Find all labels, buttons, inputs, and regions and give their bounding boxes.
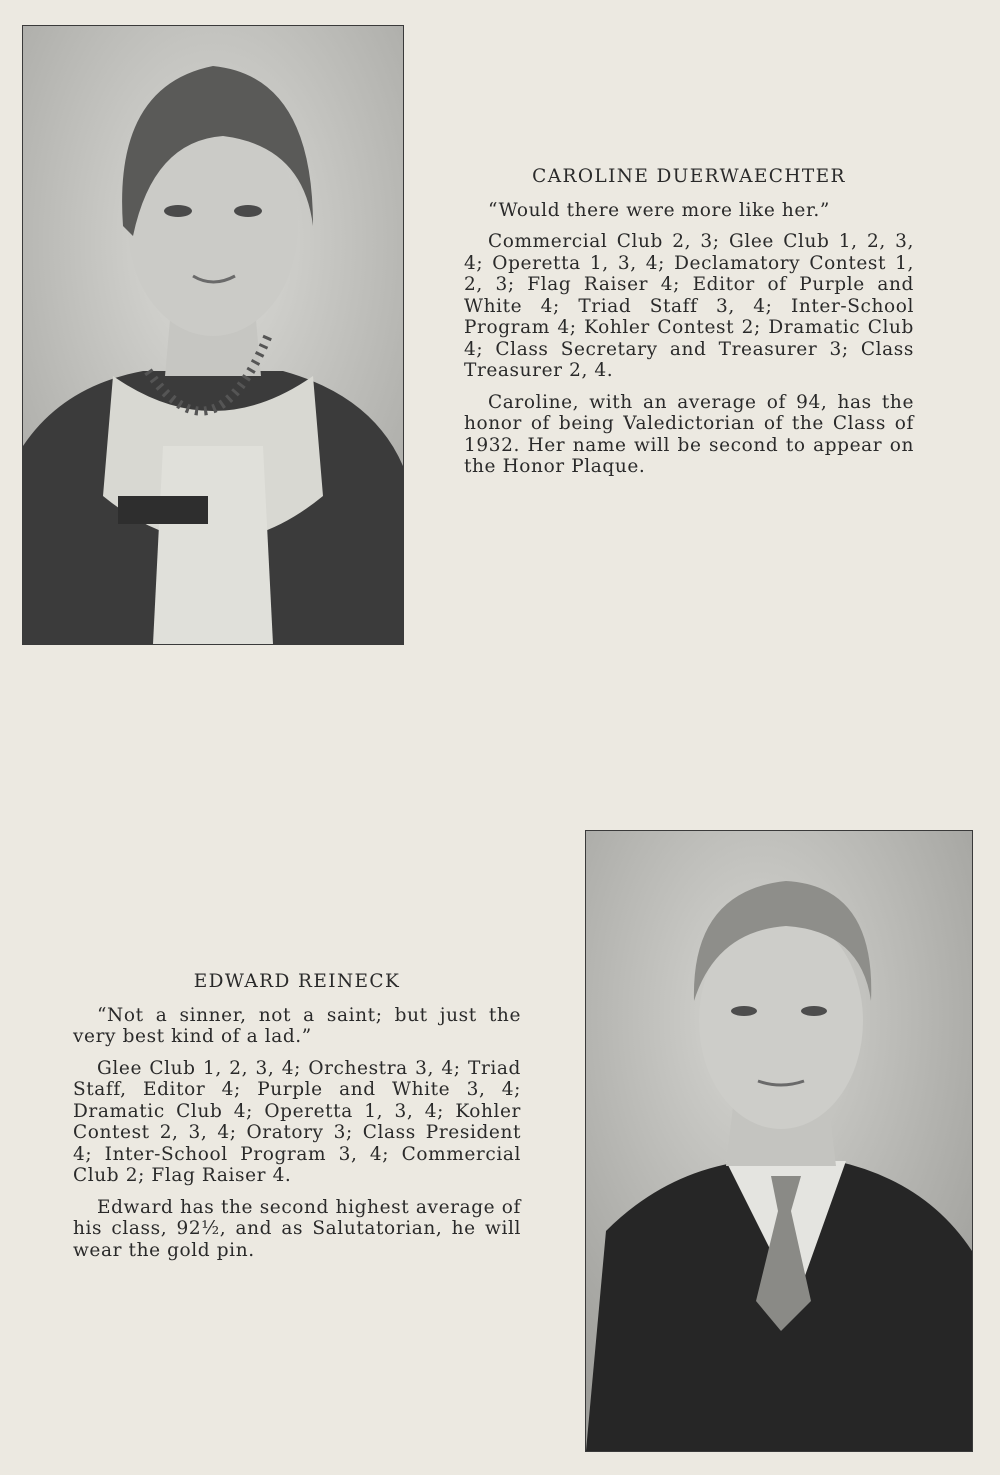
portrait-illustration [586,831,972,1451]
student-name: CAROLINE DUERWAECHTER [532,166,846,187]
portrait-illustration [23,26,403,644]
portrait-photo-edward [585,830,973,1452]
bio-caroline [464,166,914,488]
student-note: Caroline, with an average of 94, has the honor of being Valedictorian of the Class of 1932. Her name will be second to appear on the Honor Plaque. [464,391,914,477]
student-note: Edward has the second highest average of his class, 92½, and as Salutatorian, he will wear the gold pin. [73,1196,521,1261]
student-activities: Glee Club 1, 2, 3, 4; Orchestra 3, 4; Triad Staff, Editor 4; Purple and White 3, 4; Dramatic Club 4; Operetta 1, 3, 4; Kohler Contest 2, 3, 4; Oratory 3; Class President 4; Inter-School Program 3, 4; Commercial Club 2; Flag Raiser 4. [73,1057,521,1186]
portrait-photo-caroline [22,25,404,645]
student-quote: “Would there were more like her.” [488,199,830,221]
bio-edward [73,971,521,1271]
student-quote: “Not a sinner, not a saint; but just the very best kind of a lad.” [73,1004,521,1047]
student-name: EDWARD REINECK [193,971,401,992]
student-activities: Commercial Club 2, 3; Glee Club 1, 2, 3, 4; Operetta 1, 3, 4; Declamatory Contest 1, 2, 3; Flag Raiser 4; Editor of Purple and White 4; Triad Staff 3, 4; Inter-School Program 4; Kohler Contest 2; Dramatic Club 4; Class Secretary and Treasurer 3; Class Treasurer 2, 4. [464,231,914,381]
